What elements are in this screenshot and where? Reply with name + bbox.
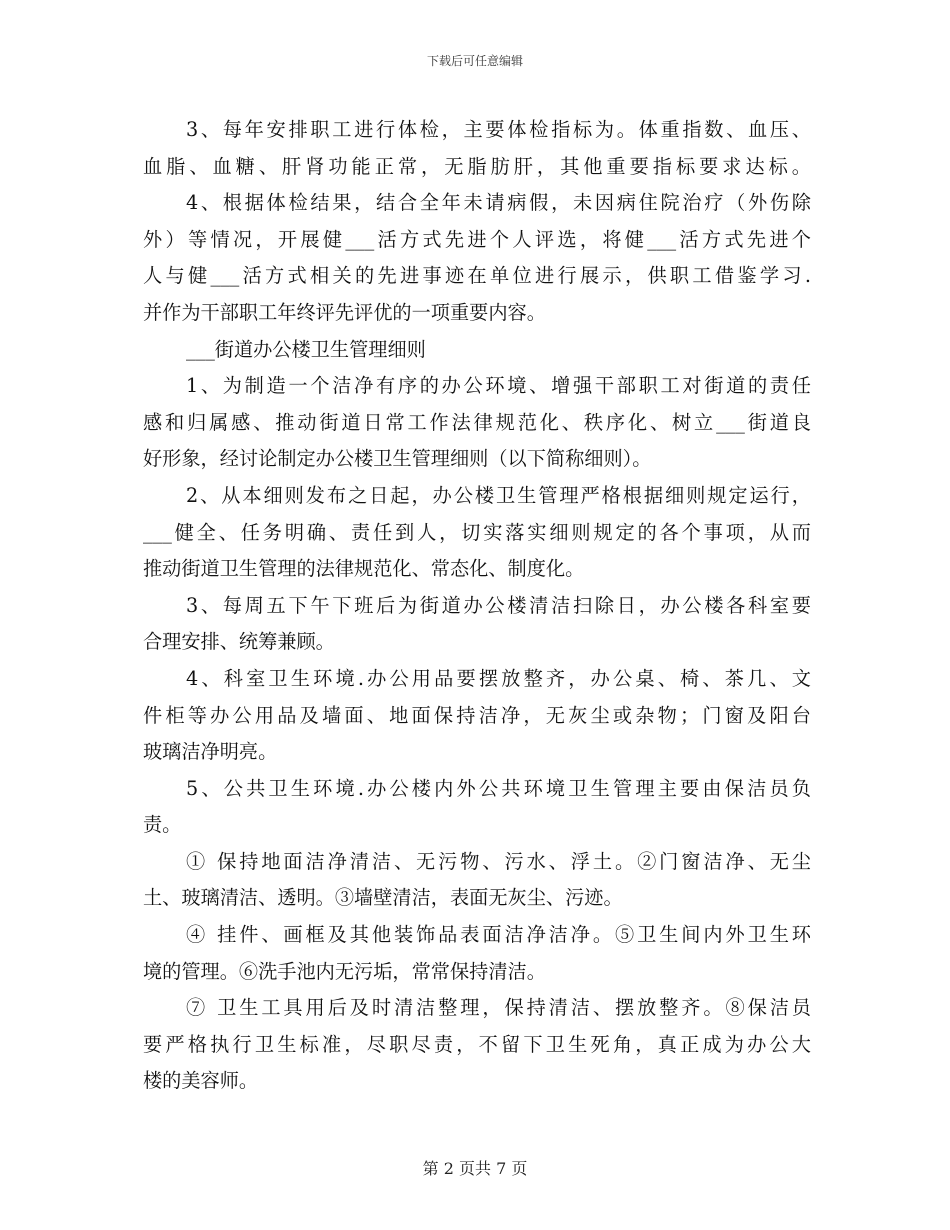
text-line: ① 保持地面洁净清洁、无污物、污水、浮土。②门窗洁净、无尘 — [186, 849, 811, 873]
section-title: ___街道办公楼卫生管理细则 — [186, 337, 426, 361]
text-line: 血脂、血糖、肝肾功能正常，无脂肪肝，其他重要指标要求达标。 — [143, 154, 811, 178]
text-line: 要严格执行卫生标准，尽职尽责，不留下卫生死角，真正成为办公大 — [143, 1032, 811, 1056]
text-line: ⑦ 卫生工具用后及时清洁整理，保持清洁、摆放整齐。⑧保洁员 — [186, 996, 811, 1020]
text-line: 楼的美容师。 — [143, 1069, 259, 1093]
text-line: ④ 挂件、画框及其他装饰品表面洁净洁净。⑤卫生间内外卫生环 — [186, 923, 811, 947]
text-line: 推动街道卫生管理的法律规范化、常态化、制度化。 — [143, 557, 585, 581]
text-line: 件柜等办公用品及墙面、地面保持洁净，无灰尘或杂物；门窗及阳台 — [143, 703, 811, 727]
document-body — [143, 112, 811, 1100]
text-line: 好形象，经讨论制定办公楼卫生管理细则（以下简称细则）。 — [143, 447, 652, 471]
page-footer: 第 2 页共 7 页 — [422, 1159, 528, 1178]
text-line: 3、每年安排职工进行体检，主要体检指标为。体重指数、血压、 — [186, 118, 811, 141]
text-line: 1、为制造一个洁净有序的办公环境、增强干部职工对街道的责任 — [186, 374, 811, 398]
text-line: 玻璃洁净明亮。 — [143, 740, 278, 764]
text-line: ___健全、任务明确、责任到人，切实落实细则规定的各个事项，从而 — [143, 520, 811, 544]
page-header: 下载后可任意编辑 — [426, 54, 523, 68]
text-line: 3、每周五下午下班后为街道办公楼清洁扫除日，办公楼各科室要 — [186, 593, 811, 617]
text-line: 感和归属感、推动街道日常工作法律规范化、秩序化、树立___街道良 — [143, 410, 811, 434]
text-line: 境的管理。⑥洗手池内无污垢，常常保持清洁。 — [143, 959, 546, 983]
text-line: 5、公共卫生环境.办公楼内外公共环境卫生管理主要由保洁员负 — [186, 776, 811, 800]
text-line: 责。 — [143, 813, 182, 837]
text-line: 4、科室卫生环境.办公用品要摆放整齐，办公桌、椅、茶几、文 — [186, 666, 811, 690]
text-line: 并作为干部职工年终评先评优的一项重要内容。 — [143, 300, 546, 324]
text-line: 4、根据体检结果，结合全年未请病假，未因病住院治疗（外伤除 — [186, 191, 811, 215]
text-line: 人与健___活方式相关的先进事迹在单位进行展示，供职工借鉴学习. — [143, 264, 811, 288]
text-line: 外）等情况，开展健___活方式先进个人评选，将健___活方式先进个 — [143, 227, 811, 251]
text-line: 土、玻璃清洁、透明。③墙壁清洁，表面无灰尘、污迹。 — [143, 886, 623, 910]
text-line: 合理安排、统筹兼顾。 — [143, 630, 335, 654]
text-line: 2、从本细则发布之日起，办公楼卫生管理严格根据细则规定运行， — [186, 483, 811, 507]
